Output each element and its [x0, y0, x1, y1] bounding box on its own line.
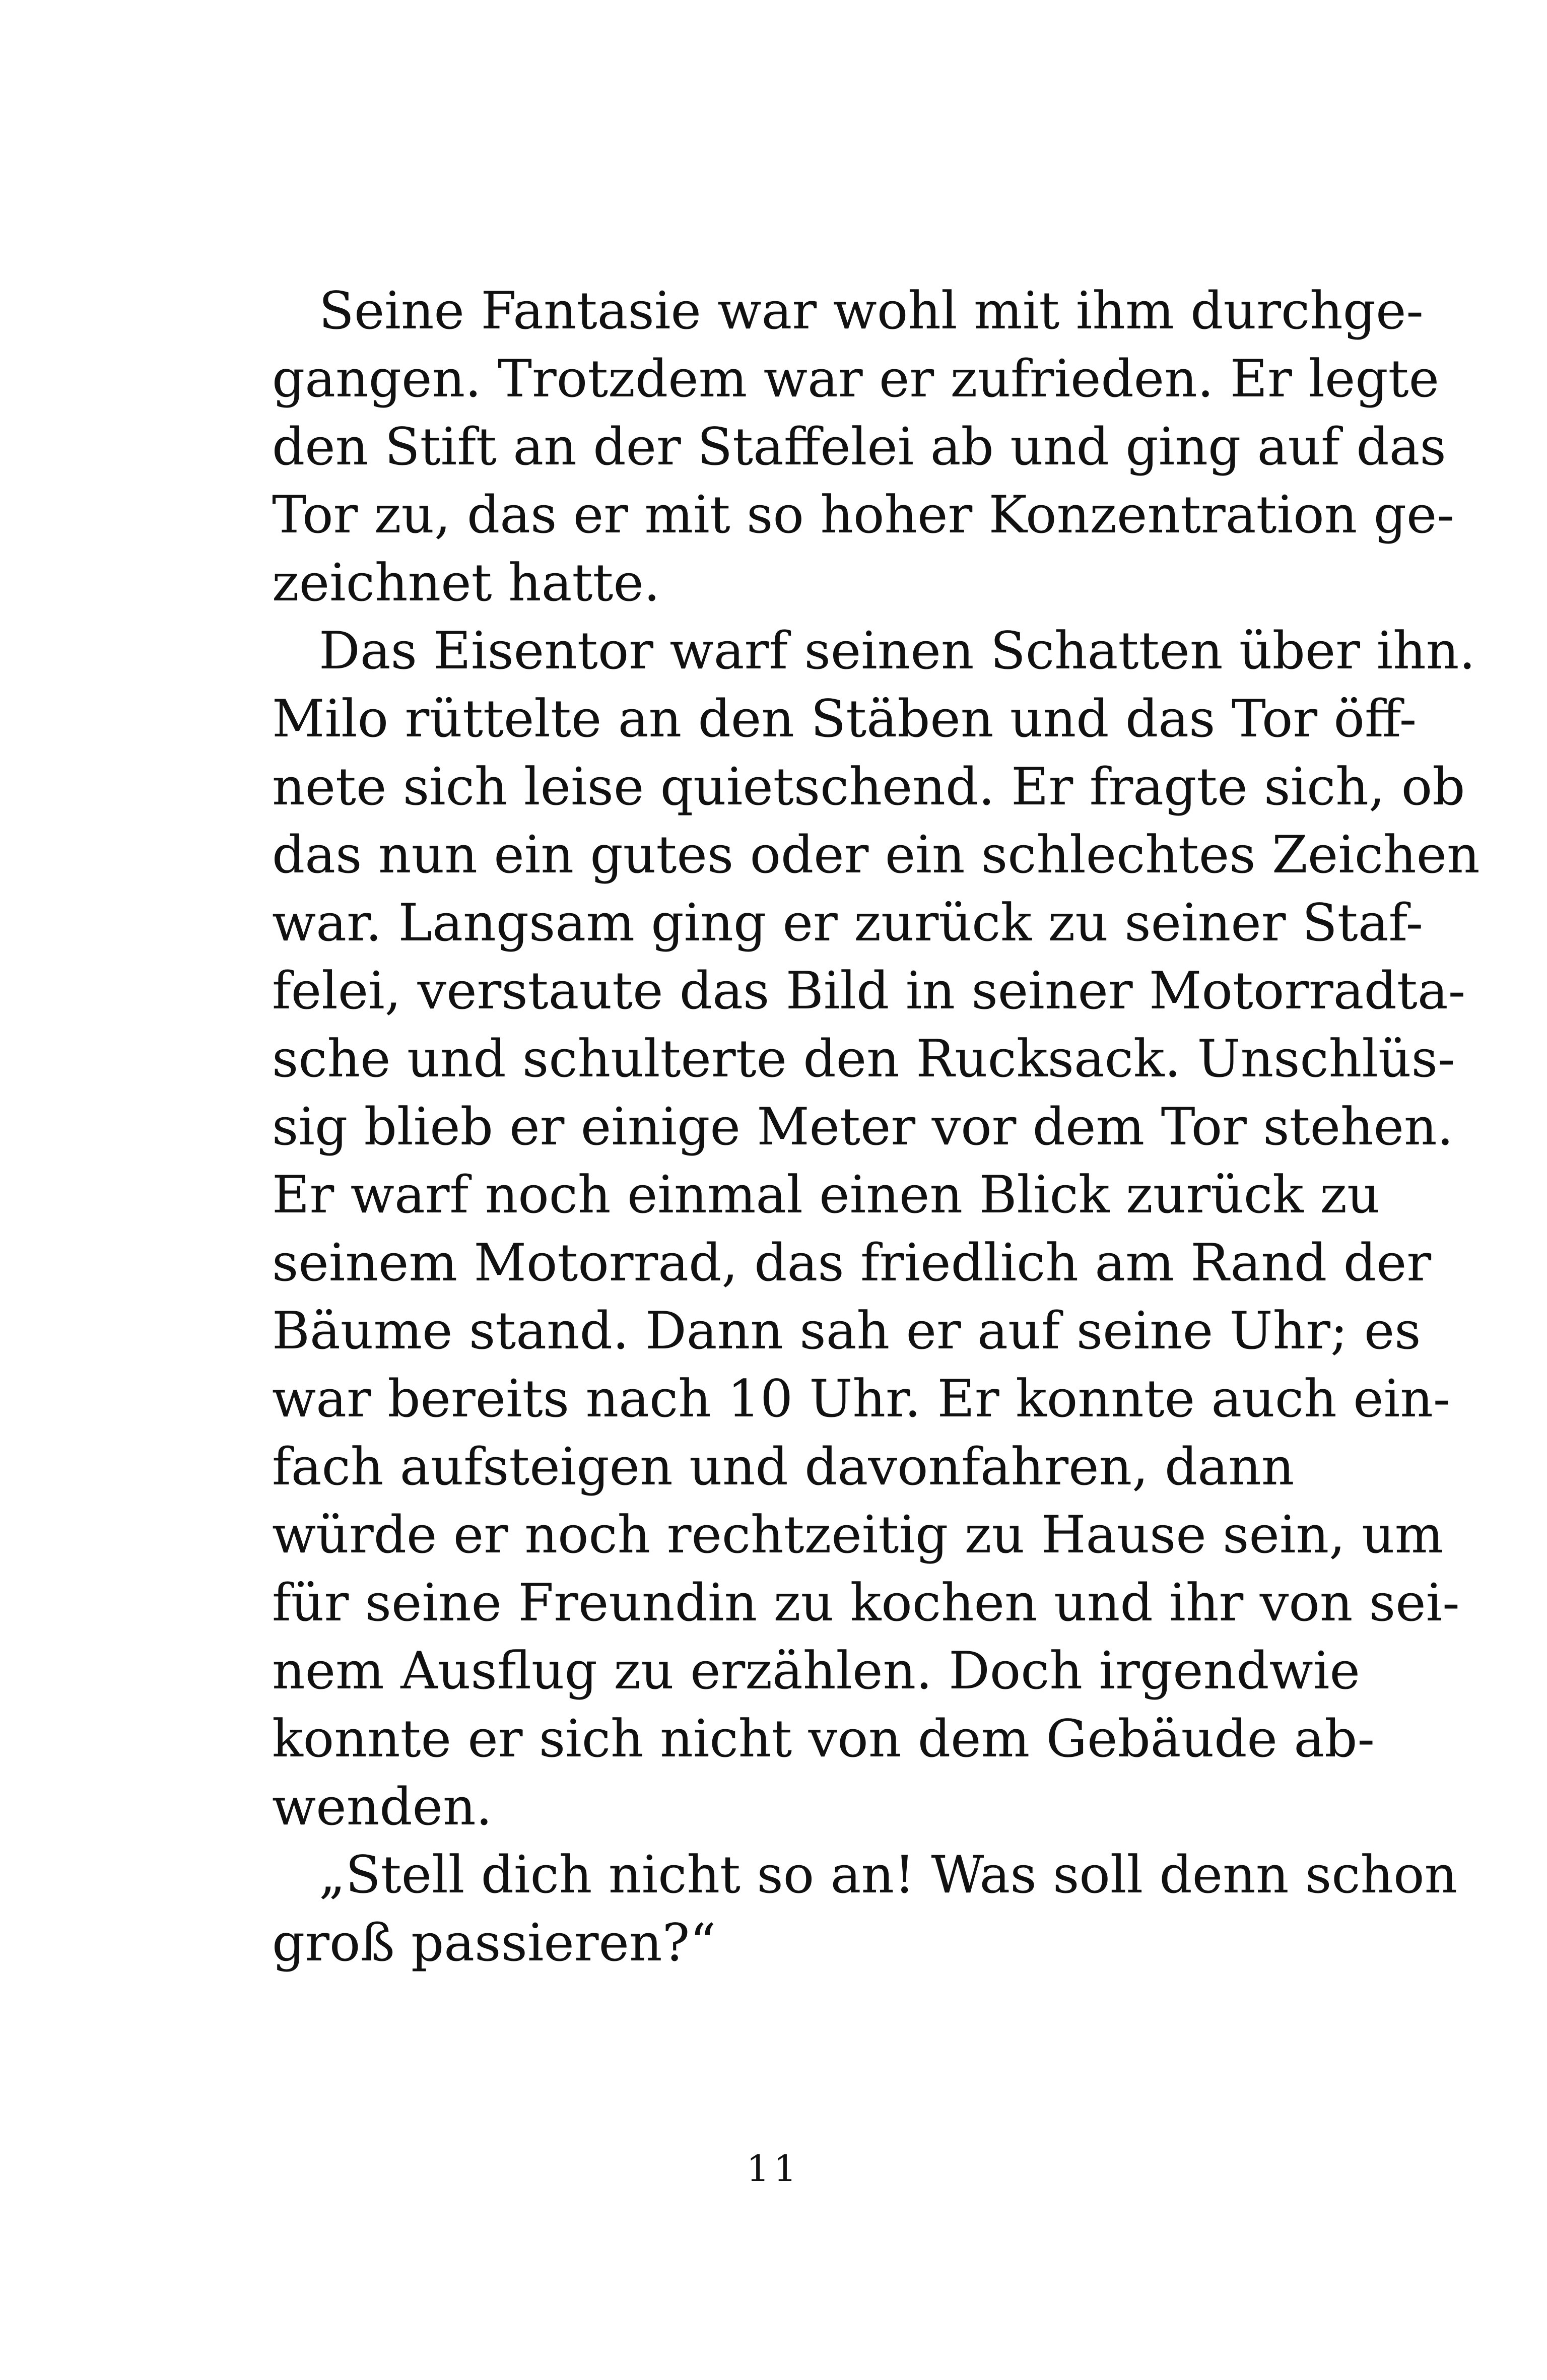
text-line: Er warf noch einmal einen Blick zurück zu	[272, 1165, 1380, 1225]
body-text	[272, 277, 1480, 1977]
text-line: groß passieren?“	[272, 1913, 716, 1973]
text-line: würde er noch rechtzeitig zu Hause sein, um	[272, 1505, 1444, 1565]
text-line: wenden.	[272, 1777, 493, 1837]
text-line: fach aufsteigen und davonfahren, dann	[272, 1437, 1295, 1497]
text-line: sig blieb er einige Meter vor dem Tor stehen.	[272, 1097, 1454, 1157]
text-line: „Stell dich nicht so an! Was soll denn schon	[319, 1845, 1458, 1905]
text-line: zeichnet hatte.	[272, 553, 660, 613]
page-number: 11	[746, 2147, 801, 2190]
text-line: seinem Motorrad, das friedlich am Rand der	[272, 1233, 1432, 1293]
text-line: Tor zu, das er mit so hoher Konzentration ge-	[272, 485, 1454, 545]
text-line: Das Eisentor warf seinen Schatten über ihn.	[319, 621, 1475, 681]
text-line: gangen. Trotzdem war er zufrieden. Er legte	[272, 349, 1439, 409]
text-line: für seine Freundin zu kochen und ihr von sei-	[272, 1573, 1460, 1633]
text-line: nete sich leise quietschend. Er fragte sich, ob	[272, 757, 1465, 817]
text-line: den Stift an der Staffelei ab und ging auf das	[272, 417, 1446, 477]
text-line: Seine Fantasie war wohl mit ihm durchge-	[319, 281, 1424, 341]
text-line: nem Ausflug zu erzählen. Doch irgendwie	[272, 1641, 1360, 1701]
text-line: Bäume stand. Dann sah er auf seine Uhr; es	[272, 1301, 1421, 1361]
text-line: war. Langsam ging er zurück zu seiner Staf-	[272, 893, 1424, 953]
text-line: das nun ein gutes oder ein schlechtes Zeichen	[272, 825, 1480, 885]
text-line: Milo rüttelte an den Stäben und das Tor öff-	[272, 689, 1417, 749]
text-line: felei, verstaute das Bild in seiner Motorradta-	[272, 961, 1466, 1021]
text-line: war bereits nach 10 Uhr. Er konnte auch ein-	[272, 1369, 1451, 1429]
text-line: sche und schulterte den Rucksack. Unschlüs-	[272, 1029, 1455, 1089]
text-line: konnte er sich nicht von dem Gebäude ab-	[272, 1709, 1375, 1769]
